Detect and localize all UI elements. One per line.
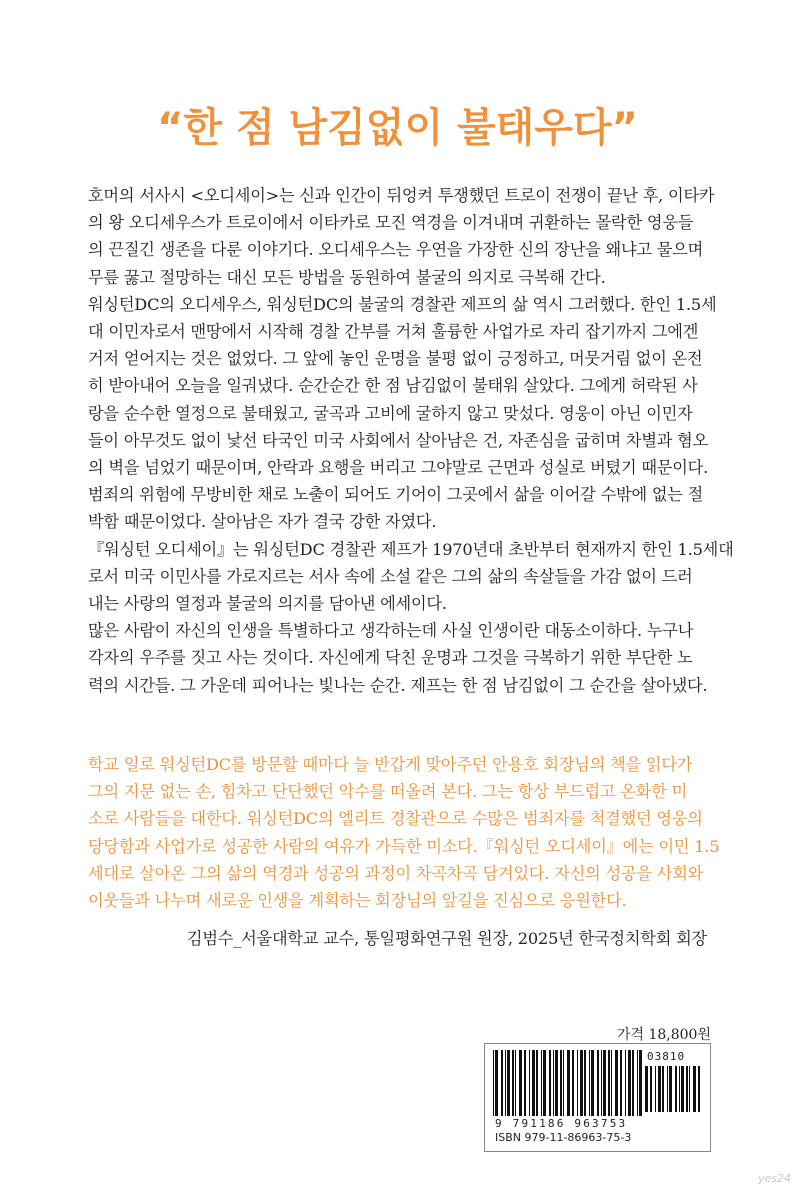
- body-line: 많은 사람이 자신의 인생을 특별하다고 생각하는데 사실 인생이란 대동소이하다. 누구나: [88, 621, 694, 641]
- barcode-bar: [693, 1066, 696, 1112]
- barcode-bar: [597, 1050, 599, 1116]
- barcode-bar: [567, 1050, 570, 1116]
- barcode-bar: [681, 1066, 684, 1112]
- body-text: [88, 182, 734, 699]
- barcode-bar: [658, 1066, 661, 1112]
- barcode-bar: [625, 1050, 626, 1116]
- body-line: 로서 미국 이민사를 가로지르는 서사 속에 소설 같은 그의 삶의 속살들을 가감 없이 드러: [88, 566, 693, 586]
- body-line: 호머의 서사시 <오디세이>는 신과 인간이 뒤엉켜 투쟁했던 트로이 전쟁이 끝난 후, 이타카: [88, 186, 715, 205]
- barcode-bar: [608, 1050, 610, 1116]
- barcode-bar: [577, 1050, 578, 1116]
- body-line: 내는 사랑의 열정과 불굴의 의지를 담아낸 에세이다.: [88, 594, 447, 614]
- barcode-bar: [543, 1050, 546, 1116]
- barcode-bar: [603, 1050, 606, 1116]
- barcode-digits: 9 791186 963753: [495, 1117, 628, 1130]
- body-line: 대 이민자로서 맨땅에서 시작해 경찰 간부를 거쳐 훌륭한 사업가로 자리 잡기까지 그에겐: [88, 322, 699, 342]
- barcode-bar: [639, 1050, 642, 1116]
- quote-line: 당당함과 사업가로 성공한 사람의 여유가 가득한 미소다.『워싱턴 오디세이』에는 이민 1.5: [88, 836, 720, 856]
- barcode-bar: [555, 1050, 558, 1116]
- barcode-bar: [512, 1050, 514, 1116]
- barcode-bar: [529, 1050, 530, 1116]
- barcode-bar: [637, 1050, 638, 1116]
- barcode-bar: [628, 1050, 631, 1116]
- barcode-bar: [615, 1050, 618, 1116]
- barcode-bar: [572, 1050, 574, 1116]
- barcode-bar: [560, 1050, 562, 1116]
- barcode-bar: [675, 1066, 677, 1112]
- barcode-addon-code: 03810: [647, 1050, 686, 1063]
- barcode-bar: [493, 1050, 494, 1116]
- barcode-bar: [524, 1050, 526, 1116]
- barcode-bar: [611, 1050, 612, 1116]
- barcode-bar: [553, 1050, 554, 1116]
- body-line: 의 끈질긴 생존을 다룬 이야기다. 오디세우스는 우연을 가장한 신의 장난을 왜냐고 물으며: [88, 240, 704, 260]
- barcode-bar: [591, 1050, 594, 1116]
- barcode-bar: [655, 1066, 656, 1112]
- barcode-bar: [495, 1050, 498, 1116]
- barcode-bar: [601, 1050, 602, 1116]
- isbn-number: ISBN 979-11-86963-75-3: [495, 1131, 632, 1144]
- barcode-bar: [689, 1066, 690, 1112]
- barcode-bar: [532, 1050, 535, 1116]
- barcode-bar: [698, 1066, 700, 1112]
- barcode-bar: [589, 1050, 590, 1116]
- body-line: 범죄의 위험에 무방비한 채로 노출이 되어도 기어이 그곳에서 삶을 이어갈 수밖에 없는 절: [88, 485, 704, 505]
- barcode-bar: [501, 1050, 503, 1116]
- barcode-bar: [662, 1066, 664, 1112]
- barcode-bars: [493, 1050, 643, 1116]
- barcode-bar: [536, 1050, 538, 1116]
- barcode-bar: [505, 1050, 506, 1116]
- barcode-bar: [541, 1050, 542, 1116]
- barcode-bar: [632, 1050, 634, 1116]
- barcode-bar: [650, 1066, 652, 1112]
- addon-barcode-bars: [645, 1066, 701, 1112]
- watermark: yes24: [758, 1172, 792, 1185]
- quote-line: 이웃들과 나누며 새로운 인생을 계획하는 회장님의 앞길을 진심으로 응원한다.: [88, 891, 627, 911]
- body-line: 히 받아내어 오늘을 일궈냈다. 순간순간 한 점 남김없이 불태워 살았다. 그에게 허락된 사: [88, 376, 698, 396]
- barcode-bar: [679, 1066, 680, 1112]
- barcode-bar: [563, 1050, 564, 1116]
- quote-line: 학교 일로 워싱턴DC를 방문할 때마다 늘 반갑게 맞아주던 안용호 회장님의 책을 읽다가: [88, 755, 693, 774]
- barcode-bar: [519, 1050, 522, 1116]
- body-line: 랑을 순수한 열정으로 불태웠고, 굴곡과 고비에 굴하지 않고 맞섰다. 영웅이 아닌 이민자: [88, 403, 693, 423]
- quote-line: 소로 사람들을 대한다. 워싱턴DC의 엘리트 경찰관으로 수많은 범죄자를 척결했던 영웅의: [88, 809, 703, 829]
- body-line: 『워싱턴 오디세이』는 워싱턴DC 경찰관 제프가 1970년대 초반부터 현재까지 한인 1.5세대: [88, 539, 734, 559]
- isbn-barcode: [484, 1043, 711, 1152]
- barcode-bar: [686, 1066, 688, 1112]
- body-line: 거저 얻어지는 것은 없었다. 그 앞에 놓인 운명을 불평 없이 긍정하고, 머뭇거림 없이 온전: [88, 349, 703, 369]
- quote-line: 세대로 살아온 그의 삶의 역경과 성공의 과정이 차곡차곡 담겨있다. 자신의 성공을 사회와: [88, 863, 704, 883]
- barcode-bar: [645, 1066, 648, 1112]
- quote-line: 그의 지문 없는 손, 힘차고 단단했던 악수를 떠올려 본다. 그는 항상 부드럽고 온화한 미: [88, 782, 688, 802]
- price-label: 가격 18,800원: [616, 1027, 711, 1043]
- barcode-bar: [580, 1050, 583, 1116]
- body-line: 각자의 우주를 짓고 사는 것이다. 자신에게 닥친 운명과 그것을 극복하기 위한 부단한 노: [88, 648, 693, 668]
- barcode-bar: [667, 1066, 668, 1112]
- barcode-bar: [620, 1050, 622, 1116]
- endorsement-quote: [88, 751, 720, 914]
- body-line: 무릎 꿇고 절망하는 대신 모든 방법을 동원하여 불굴의 의지로 극복해 간다.: [88, 267, 606, 287]
- body-line: 워싱턴DC의 오디세우스, 워싱턴DC의 불굴의 경찰관 제프의 삶 역시 그러했다. 한인 1.5세: [88, 294, 717, 314]
- barcode-bar: [549, 1050, 551, 1116]
- body-line: 박함 때문이었다. 살아남은 자가 결국 강한 자였다.: [88, 512, 437, 532]
- body-line: 들이 아무것도 없이 낯선 타국인 미국 사회에서 살아남은 건, 자존심을 굽히며 차별과 혐오: [88, 430, 709, 450]
- body-line: 의 왕 오디세우스가 트로이에서 이타카로 모진 역경을 이겨내며 귀환하는 몰락한 영웅들: [88, 213, 694, 233]
- barcode-bar: [669, 1066, 672, 1112]
- barcode-bar: [507, 1050, 510, 1116]
- barcode-bar: [515, 1050, 516, 1116]
- endorsement-attribution: 김범수_서울대학교 교수, 통일평화연구원 원장, 2025년 한국정치학회 회장: [186, 929, 707, 948]
- body-line: 력의 시간들. 그 가운데 피어나는 빛나는 순간. 제프는 한 점 남김없이 그 순간을 살아냈다.: [88, 675, 708, 695]
- body-line: 의 벽을 넘었기 때문이며, 안락과 요행을 버리고 그야말로 근면과 성실로 버텼기 때문이다.: [88, 458, 709, 478]
- barcode-bar: [584, 1050, 586, 1116]
- headline: “한 점 남김없이 불태우다”: [157, 105, 638, 151]
